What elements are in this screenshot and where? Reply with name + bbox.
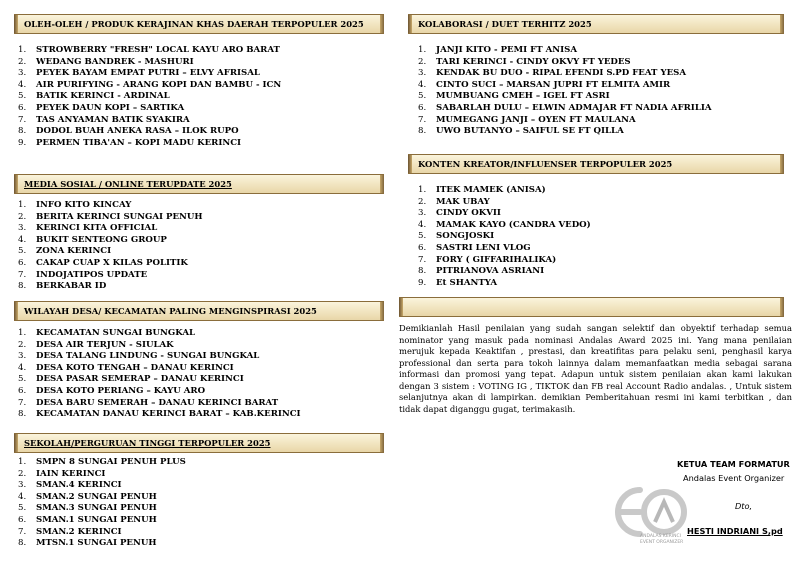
- list-item-number: 8.: [418, 266, 427, 277]
- list-item-text: KECAMATAN DANAU KERINCI BARAT – KAB.KERINCI: [36, 409, 301, 420]
- list-item-number: 5.: [18, 246, 27, 257]
- list-item: [18, 212, 203, 224]
- section-header-konten: [408, 154, 784, 174]
- list-item-text: SABARLAH DULU – ELWIN ADMAJAR FT NADIA AFRILIA: [436, 102, 712, 113]
- list-item: [418, 197, 591, 209]
- list-item: [18, 281, 203, 293]
- list-item-text: MAK UBAY: [436, 196, 490, 207]
- list-item: [418, 255, 591, 267]
- list-item-number: 1.: [18, 457, 27, 467]
- list-item-text: SMAN.1 SUNGAI PENUH: [36, 514, 157, 525]
- section-title: OLEH-OLEH / PRODUK KERAJINAN KHAS DAERAH TERPOPULER 2025: [24, 19, 364, 29]
- list-item-text: UWO BUTANYO – SAIFUL SE FT QILLA: [436, 126, 624, 137]
- oleh-oleh-list: [18, 45, 281, 149]
- list-item-text: PERMEN TIBA'AN – KOPI MADU KERINCI: [36, 137, 242, 148]
- list-item-number: 1.: [18, 200, 27, 210]
- list-item-text: PEYEK DAUN KOPI – SARTIKA: [36, 102, 185, 113]
- list-item: [18, 80, 281, 92]
- list-item: [18, 340, 301, 352]
- list-item-number: 2.: [18, 56, 27, 67]
- section-title: KOLABORASI / DUET TERHITZ 2025: [418, 19, 592, 29]
- list-item: [18, 138, 281, 150]
- list-item-text: ZONA KERINCI: [36, 246, 112, 257]
- list-item-text: INFO KITO KINCAY: [36, 200, 132, 210]
- list-item-number: 6.: [18, 514, 27, 525]
- list-item: [418, 80, 712, 92]
- signature-dto: Dto,: [735, 501, 753, 511]
- konten-list: [418, 185, 591, 289]
- list-item: [18, 126, 281, 138]
- list-item-text: TAS ANYAMAN BATIK SYAKIRA: [36, 114, 190, 125]
- list-item-number: 4.: [18, 491, 27, 502]
- list-item-number: 8.: [18, 538, 27, 549]
- list-item: [18, 457, 186, 469]
- list-item: [18, 57, 281, 69]
- section-header-sekolah: [14, 433, 384, 453]
- list-item-text: Et SHANTYA: [436, 277, 498, 288]
- list-item-number: 6.: [418, 102, 427, 113]
- list-item-text: PEYEK BAYAM EMPAT PUTRI – ELVY AFRISAL: [36, 68, 260, 79]
- list-item: [18, 270, 203, 282]
- signature-role: KETUA TEAM FORMATUR: [677, 459, 790, 469]
- list-item: [418, 208, 591, 220]
- section-header-oleh-oleh: [14, 14, 384, 34]
- list-item-text: MUMBUANG CMEH – IGEL FT ASRI: [436, 91, 610, 102]
- list-item: [418, 57, 712, 69]
- list-item: [18, 386, 301, 398]
- list-item-number: 9.: [418, 277, 427, 288]
- list-item-text: DESA KOTO TENGAH – DANAU KERINCI: [36, 362, 234, 373]
- list-item-text: ITEK MAMEK (ANISA): [436, 185, 546, 195]
- list-item-number: 5.: [18, 503, 27, 514]
- list-item-text: SMAN.3 SUNGAI PENUH: [36, 503, 157, 514]
- list-item-number: 2.: [18, 211, 27, 222]
- list-item: [18, 68, 281, 80]
- list-item-number: 8.: [18, 281, 27, 292]
- wilayah-list: [18, 328, 301, 421]
- list-item-number: 9.: [18, 137, 27, 148]
- list-item-text: DODOL BUAH ANEKA RASA – ILOK RUPO: [36, 126, 239, 137]
- list-item-number: 7.: [418, 254, 427, 265]
- list-item: [18, 258, 203, 270]
- list-item: [18, 235, 203, 247]
- list-item: [18, 398, 301, 410]
- signature-org: Andalas Event Organizer: [683, 473, 785, 483]
- closing-paragraph: Demikianlah Hasil penilaian yang sudah sangan selektif dan obyektif terhadap semua nominator yang masuk pada nominasi Andalas Award 2025 ini. Yang mana penilaian merujuk kepada Keaktifan , prestasi, dan kreatifitas para pelaku seni, penghasil karya professional dan serta para tokoh lainnya dalam memanfaatkan media sebagai sarana informasi dan promosi yang tepat. Adapun untuk sistem penilaian akan kami lakukan dengan 3 sistem : VOTING IG , TIKTOK dan FB real Account Radio andalas. , Untuk sistem selanjutnya akan di lampirkan. demikian Pemberitahuan resmi ini kami terbitkan , dan tidak dapat diganggu gugat, terimakasih.: [399, 323, 792, 414]
- section-header-blank: [399, 297, 784, 317]
- list-item-number: 1.: [418, 185, 427, 195]
- list-item: [18, 409, 301, 421]
- list-item-number: 6.: [18, 385, 27, 396]
- list-item: [18, 363, 301, 375]
- list-item-number: 6.: [18, 257, 27, 268]
- signature-name: HESTI INDRIANI S,pd: [687, 526, 783, 536]
- list-item: [18, 469, 186, 481]
- list-item: [418, 231, 591, 243]
- list-item: [18, 515, 186, 527]
- list-item-number: 7.: [418, 114, 427, 125]
- list-item: [18, 223, 203, 235]
- list-item: [18, 527, 186, 539]
- list-item-number: 2.: [18, 339, 27, 350]
- list-item: [418, 68, 712, 80]
- list-item-text: CAKAP CUAP X KILAS POLITIK: [36, 257, 188, 268]
- list-item: [18, 374, 301, 386]
- list-item-number: 5.: [18, 374, 27, 385]
- list-item-number: 2.: [418, 56, 427, 67]
- list-item-text: WEDANG BANDREK - MASHURI: [36, 56, 194, 67]
- list-item-number: 2.: [418, 196, 427, 207]
- list-item-text: KENDAK BU DUO - RIPAL EFENDI S.PD FEAT YESA: [436, 68, 687, 79]
- list-item-text: SONGJOSKI: [436, 231, 495, 242]
- section-title: SEKOLAH/PERGURUAN TINGGI TERPOPULER 2025: [24, 438, 271, 448]
- list-item-number: 5.: [418, 91, 427, 102]
- list-item-text: BUKIT SENTEONG GROUP: [36, 234, 167, 245]
- list-item-number: 1.: [418, 45, 427, 55]
- list-item-text: BATIK KERINCI - ARDINAL: [36, 91, 170, 102]
- list-item-text: BERKABAR ID: [36, 281, 107, 292]
- list-item-number: 6.: [18, 102, 27, 113]
- list-item-text: INDOJATIPOS UPDATE: [36, 269, 148, 280]
- list-item-number: 3.: [18, 68, 27, 79]
- list-item: [18, 328, 301, 340]
- list-item-text: KECAMATAN SUNGAI BUNGKAL: [36, 328, 196, 338]
- sekolah-list: [18, 457, 186, 550]
- list-item-number: 4.: [18, 79, 27, 90]
- list-item: [18, 246, 203, 258]
- list-item-text: CINDY OKVII: [436, 208, 501, 219]
- section-header-kolaborasi: [408, 14, 784, 34]
- list-item-text: DESA AIR TERJUN - SIULAK: [36, 339, 174, 350]
- list-item: [18, 503, 186, 515]
- list-item-text: SMAN.2 SUNGAI PENUH: [36, 491, 157, 502]
- list-item: [418, 126, 712, 138]
- list-item-text: AIR PURIFYING - ARANG KOPI DAN BAMBU - ICN: [36, 79, 282, 90]
- logo-line-1: ANDALAS KERINCI: [640, 534, 681, 539]
- list-item: [18, 115, 281, 127]
- list-item-text: SASTRI LENI VLOG: [436, 242, 531, 253]
- list-item-number: 8.: [18, 409, 27, 420]
- list-item-text: CINTO SUCI – MARSAN JUPRI FT ELMITA AMIR: [436, 79, 671, 90]
- list-item-text: DESA PASAR SEMERAP – DANAU KERINCI: [36, 374, 244, 385]
- list-item-text: IAIN KERINCI: [36, 468, 106, 479]
- section-title: MEDIA SOSIAL / ONLINE TERUPDATE 2025: [24, 179, 232, 189]
- list-item-number: 3.: [418, 68, 427, 79]
- list-item-text: TARI KERINCI - CINDY OKVY FT YEDES: [436, 56, 631, 67]
- section-header-wilayah: [14, 301, 384, 321]
- list-item-number: 4.: [18, 234, 27, 245]
- list-item-number: 1.: [18, 328, 27, 338]
- list-item-number: 7.: [18, 397, 27, 408]
- list-item-text: MAMAK KAYO (CANDRA VEDO): [436, 219, 591, 230]
- list-item: [18, 200, 203, 212]
- list-item-text: DESA TALANG LINDUNG - SUNGAI BUNGKAL: [36, 351, 260, 362]
- list-item-text: SMPN 8 SUNGAI PENUH PLUS: [36, 457, 186, 467]
- list-item: [418, 243, 591, 255]
- list-item-number: 5.: [18, 91, 27, 102]
- list-item-number: 1.: [18, 45, 27, 55]
- logo-caption: [640, 534, 683, 546]
- section-title: WILAYAH DESA/ KECAMATAN PALING MENGINSPIRASI 2025: [24, 306, 317, 316]
- list-item-text: KERINCI KITA OFFICIAL: [36, 223, 158, 234]
- list-item: [18, 538, 186, 550]
- list-item-number: 4.: [18, 362, 27, 373]
- list-item: [418, 115, 712, 127]
- list-item: [18, 103, 281, 115]
- list-item: [418, 220, 591, 232]
- list-item-number: 3.: [18, 351, 27, 362]
- section-header-media-sosial: [14, 174, 384, 194]
- list-item-text: PITRIANOVA ASRIANI: [436, 266, 545, 277]
- list-item: [418, 45, 712, 57]
- section-title: KONTEN KREATOR/INFLUENSER TERPOPULER 2025: [418, 159, 673, 169]
- list-item: [418, 103, 712, 115]
- list-item-number: 4.: [418, 219, 427, 230]
- list-item-text: DESA KOTO PERIANG – KAYU ARO: [36, 385, 206, 396]
- list-item: [18, 492, 186, 504]
- list-item-number: 7.: [18, 526, 27, 537]
- list-item-number: 7.: [18, 269, 27, 280]
- kolaborasi-list: [418, 45, 712, 138]
- list-item: [18, 480, 186, 492]
- list-item: [18, 45, 281, 57]
- list-item: [418, 185, 591, 197]
- list-item-number: 8.: [18, 126, 27, 137]
- list-item: [18, 91, 281, 103]
- list-item-text: MUMEGANG JANJI – OYEN FT MAULANA: [436, 114, 636, 125]
- list-item-text: SMAN.2 KERINCI: [36, 526, 122, 537]
- list-item-number: 4.: [418, 79, 427, 90]
- list-item-number: 6.: [418, 242, 427, 253]
- list-item: [418, 91, 712, 103]
- list-item-number: 8.: [418, 126, 427, 137]
- list-item: [18, 351, 301, 363]
- list-item-text: FORY ( GIFFARIHALIKA): [436, 254, 557, 265]
- list-item-text: SMAN.4 KERINCI: [36, 480, 122, 491]
- logo-line-2: EVENT ORGANIZER: [640, 540, 684, 545]
- list-item-number: 2.: [18, 468, 27, 479]
- list-item-text: STROWBERRY "FRESH" LOCAL KAYU ARO BARAT: [36, 45, 280, 55]
- list-item-number: 3.: [18, 480, 27, 491]
- media-sosial-list: [18, 200, 203, 293]
- list-item: [418, 278, 591, 290]
- list-item-number: 5.: [418, 231, 427, 242]
- list-item-text: DESA BARU SEMERAH – DANAU KERINCI BARAT: [36, 397, 279, 408]
- list-item-number: 3.: [18, 223, 27, 234]
- list-item-text: JANJI KITO - PEMI FT ANISA: [436, 45, 578, 55]
- list-item: [418, 266, 591, 278]
- list-item-number: 3.: [418, 208, 427, 219]
- list-item-text: BERITA KERINCI SUNGAI PENUH: [36, 211, 203, 222]
- list-item-text: MTSN.1 SUNGAI PENUH: [36, 538, 157, 549]
- list-item-number: 7.: [18, 114, 27, 125]
